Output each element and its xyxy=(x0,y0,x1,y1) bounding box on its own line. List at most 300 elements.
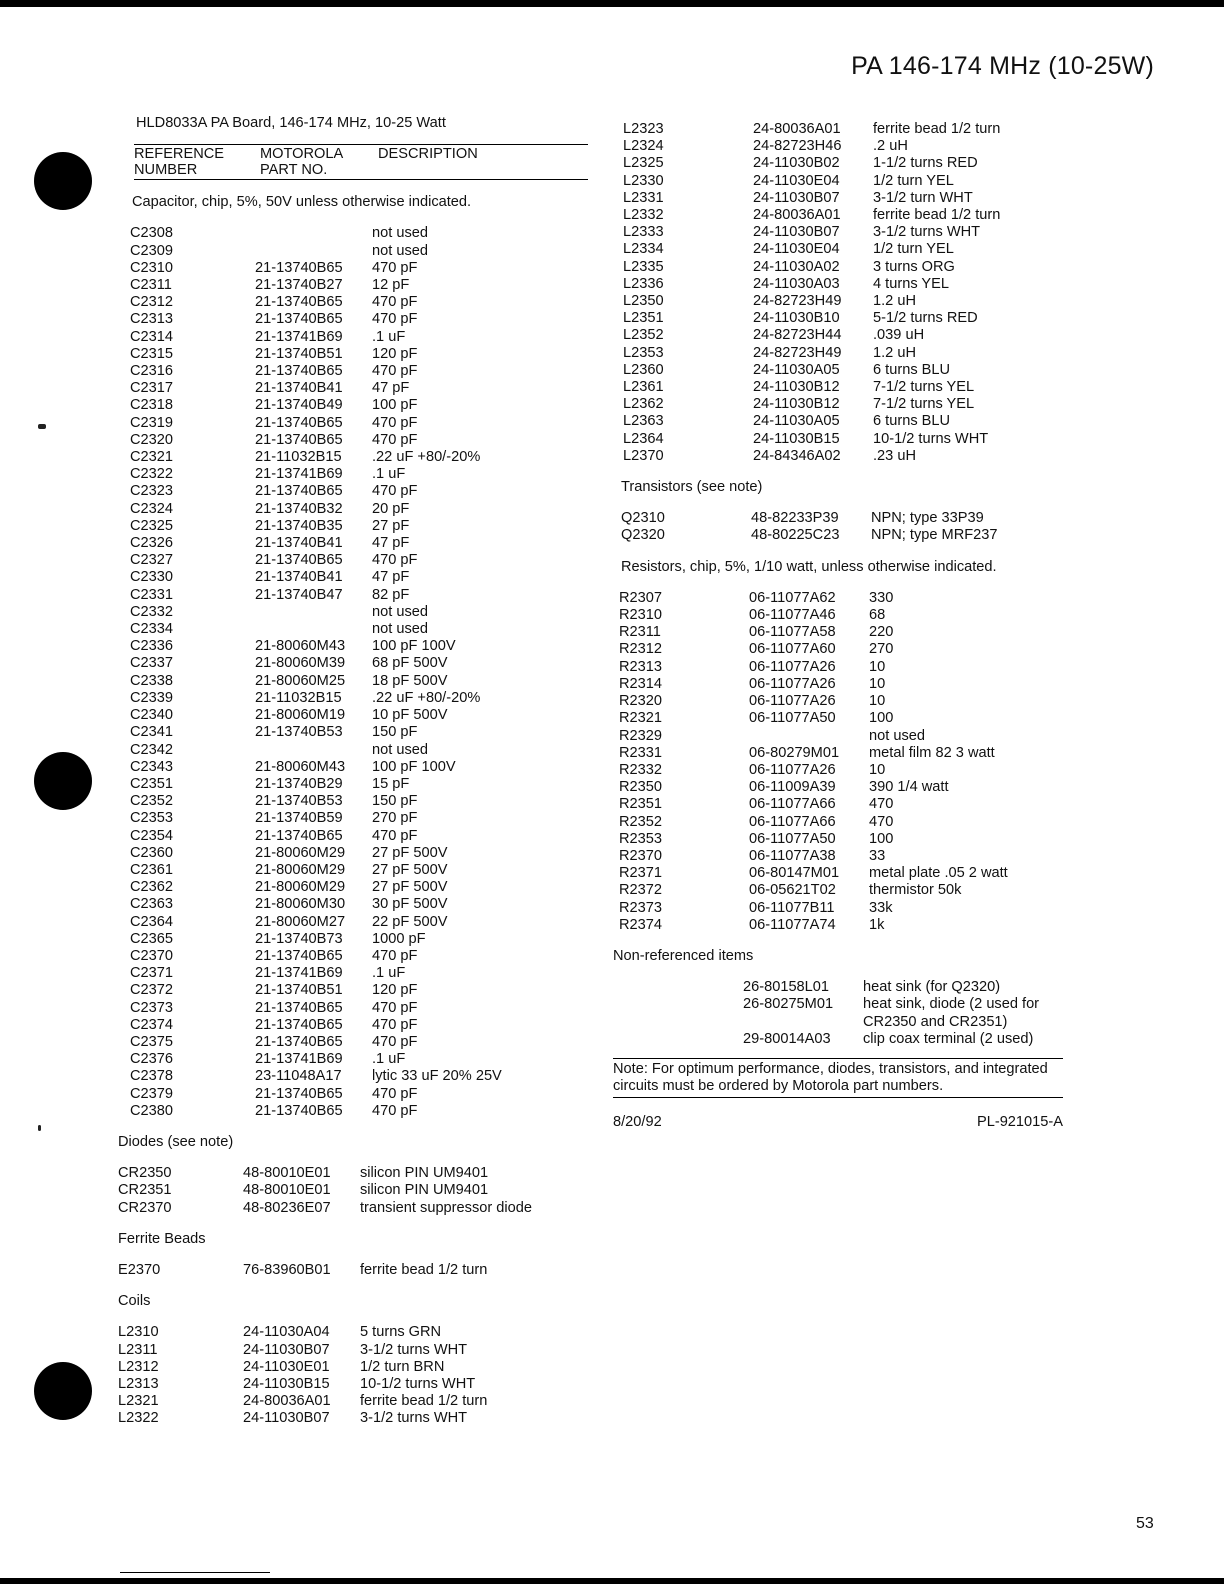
table-row xyxy=(619,762,1073,779)
reference-number: C2365 xyxy=(130,930,174,947)
part-number: 06-11077A38 xyxy=(749,847,836,864)
transistors-section-title: Transistors (see note) xyxy=(621,479,763,496)
reference-number: C2370 xyxy=(130,947,174,964)
description: 270 pF xyxy=(372,810,418,827)
part-number: 24-11030A02 xyxy=(753,258,840,275)
part-number: 24-82723H49 xyxy=(753,293,842,310)
transistors-list xyxy=(621,510,1073,544)
table-row xyxy=(118,1376,588,1393)
part-number: 24-11030B12 xyxy=(753,396,840,413)
reference-number: C2375 xyxy=(130,1033,174,1050)
part-number: 21-13740B65 xyxy=(255,999,343,1016)
description: NPN; type 33P39 xyxy=(871,510,984,527)
top-border xyxy=(0,0,1224,7)
table-row xyxy=(619,641,1073,658)
description: 390 1/4 watt xyxy=(869,779,949,796)
table-row xyxy=(130,862,588,879)
table-row xyxy=(130,1086,588,1103)
description: silicon PIN UM9401 xyxy=(360,1182,489,1199)
table-row xyxy=(619,796,1073,813)
reference-number: L2370 xyxy=(623,447,664,464)
table-row xyxy=(623,276,1073,293)
description: 470 pF xyxy=(372,552,418,569)
reference-number: R2310 xyxy=(619,607,663,624)
description: 470 pF xyxy=(372,431,418,448)
description: 1000 pF xyxy=(372,930,426,947)
table-row xyxy=(623,413,1073,430)
part-number: 21-13741B69 xyxy=(255,965,343,982)
part-number: 48-80010E01 xyxy=(243,1165,331,1182)
table-row xyxy=(130,742,588,759)
non-referenced-list xyxy=(613,979,1073,1048)
table-row xyxy=(130,707,588,724)
reference-number: L2364 xyxy=(623,430,664,447)
description: 470 pF xyxy=(372,483,418,500)
table-header xyxy=(134,144,588,180)
part-number: 06-11077A26 xyxy=(749,675,836,692)
description: 15 pF xyxy=(372,775,410,792)
description: heat sink, diode (2 used for CR2350 and CR2351) xyxy=(863,996,1040,1030)
reference-number: C2315 xyxy=(130,345,174,362)
description: 12 pF xyxy=(372,277,410,294)
reference-number: C2334 xyxy=(130,621,174,638)
part-number: 06-11077A62 xyxy=(749,589,836,606)
part-number: 21-13740B65 xyxy=(255,552,343,569)
table-row xyxy=(130,552,588,569)
description: not used xyxy=(372,741,428,758)
diodes-section-title: Diodes (see note) xyxy=(118,1133,234,1150)
description: not used xyxy=(372,603,428,620)
table-row xyxy=(623,173,1073,190)
binder-hole-bottom xyxy=(34,1362,92,1420)
reference-number xyxy=(613,996,743,1030)
description: .1 uF xyxy=(372,1051,406,1068)
part-number: 21-13740B65 xyxy=(255,947,343,964)
reference-number: C2311 xyxy=(130,277,172,294)
reference-number: C2337 xyxy=(130,655,174,672)
part-number: 21-13740B29 xyxy=(255,775,343,792)
reference-number: R2352 xyxy=(619,813,663,830)
coils-list xyxy=(118,1324,588,1427)
description: .23 uH xyxy=(873,447,916,464)
part-number: 21-13740B73 xyxy=(255,930,343,947)
description: 150 pF xyxy=(372,793,418,810)
part-number: 21-13740B65 xyxy=(255,431,343,448)
description: 4 turns YEL xyxy=(873,275,949,292)
reference-number: CR2351 xyxy=(118,1182,172,1199)
description: 100 xyxy=(869,710,894,727)
reference-number: C2319 xyxy=(130,414,174,431)
part-number: 21-13740B65 xyxy=(255,827,343,844)
table-row xyxy=(623,155,1073,172)
part-number xyxy=(255,742,372,759)
part-number: 21-13740B51 xyxy=(255,982,343,999)
description: ferrite bead 1/2 turn xyxy=(360,1393,488,1410)
table-row xyxy=(118,1359,588,1376)
table-row xyxy=(619,745,1073,762)
part-number: 24-84346A02 xyxy=(753,447,841,464)
description: 20 pF xyxy=(372,500,410,517)
table-row xyxy=(619,710,1073,727)
reference-number: CR2350 xyxy=(118,1165,172,1182)
table-row xyxy=(130,655,588,672)
reference-number: L2313 xyxy=(118,1376,159,1392)
description: 330 xyxy=(869,589,894,606)
part-number: 21-80060M43 xyxy=(255,638,346,655)
reference-number: C2353 xyxy=(130,810,174,827)
table-row xyxy=(623,431,1073,448)
description: 10-1/2 turns WHT xyxy=(873,430,989,447)
resistors-list xyxy=(619,590,1073,934)
reference-number: C2318 xyxy=(130,397,174,414)
description: 10 xyxy=(869,693,886,710)
part-number: 21-11032B15 xyxy=(255,689,342,706)
reference-number: C2312 xyxy=(130,294,174,311)
description: 7-1/2 turns YEL xyxy=(873,396,975,413)
part-number: 21-13740B65 xyxy=(255,363,343,380)
table-row xyxy=(619,659,1073,676)
table-row xyxy=(130,518,588,535)
table-row xyxy=(130,948,588,965)
ordering-note: Note: For optimum performance, diodes, transistors, and integrated circuits must be ordered by Motorola part numbers. xyxy=(613,1058,1063,1098)
table-row xyxy=(130,1000,588,1017)
table-row xyxy=(130,638,588,655)
table-row xyxy=(623,362,1073,379)
part-number: 21-13740B41 xyxy=(255,535,343,552)
reference-number: C2373 xyxy=(130,999,174,1016)
table-row xyxy=(130,449,588,466)
reference-number: C2341 xyxy=(130,724,174,741)
reference-number: R2373 xyxy=(619,899,663,916)
table-row xyxy=(118,1182,588,1199)
part-number: 24-80036A01 xyxy=(243,1393,331,1410)
part-number: 21-13741B69 xyxy=(255,466,343,483)
reference-number: C2376 xyxy=(130,1051,174,1068)
table-row xyxy=(130,277,588,294)
table-row xyxy=(623,259,1073,276)
table-row xyxy=(613,1031,1073,1048)
non-referenced-section-title: Non-referenced items xyxy=(613,947,754,964)
table-row xyxy=(118,1410,588,1427)
table-row xyxy=(619,624,1073,641)
description: .2 uH xyxy=(873,138,908,155)
description: 100 xyxy=(869,830,894,847)
table-row xyxy=(130,1051,588,1068)
description: NPN; type MRF237 xyxy=(871,527,998,544)
reference-number: C2317 xyxy=(130,380,174,397)
bottom-border xyxy=(0,1578,1224,1584)
reference-number: C2378 xyxy=(130,1068,174,1085)
part-number: 21-13740B65 xyxy=(255,311,343,328)
description: 120 pF xyxy=(372,982,418,999)
part-number: 24-80036A01 xyxy=(753,121,841,137)
part-number: 06-11009A39 xyxy=(749,779,836,796)
binder-hole-top xyxy=(34,152,92,210)
part-number: 06-11077A26 xyxy=(749,761,836,778)
diodes-list xyxy=(118,1165,588,1217)
table-row xyxy=(130,346,588,363)
table-row xyxy=(130,776,588,793)
reference-number: C2322 xyxy=(130,466,174,483)
part-number: 48-82233P39 xyxy=(751,510,839,527)
description: 3 turns ORG xyxy=(873,258,955,275)
part-number: 24-11030A04 xyxy=(243,1324,330,1341)
coils-section-title: Coils xyxy=(118,1293,151,1310)
table-row xyxy=(623,241,1073,258)
board-title: HLD8033A PA Board, 146-174 MHz, 10-25 Watt xyxy=(136,115,446,131)
description: 33 xyxy=(869,847,886,864)
part-number: 21-13740B41 xyxy=(255,380,343,397)
part-number: 26-80275M01 xyxy=(743,996,834,1013)
table-row xyxy=(130,415,588,432)
capacitors-list xyxy=(130,225,588,1120)
table-row xyxy=(118,1262,588,1279)
table-row xyxy=(623,379,1073,396)
resistors-section-title: Resistors, chip, 5%, 1/10 watt, unless otherwise indicated. xyxy=(621,558,997,575)
description: 470 pF xyxy=(372,999,418,1016)
part-number: 06-11077B11 xyxy=(749,899,835,916)
description: 27 pF xyxy=(372,517,410,534)
description: 470 pF xyxy=(372,259,418,276)
table-row xyxy=(623,293,1073,310)
reference-number: C2327 xyxy=(130,552,174,569)
description: 3-1/2 turns WHT xyxy=(360,1410,468,1427)
description: metal film 82 3 watt xyxy=(869,744,995,761)
description: 470 pF xyxy=(372,414,418,431)
part-number: 24-11030E04 xyxy=(753,241,840,258)
table-row xyxy=(623,224,1073,241)
table-row xyxy=(619,590,1073,607)
part-number: 21-13740B51 xyxy=(255,345,343,362)
description: 47 pF xyxy=(372,380,410,397)
description: 30 pF 500V xyxy=(372,896,448,913)
table-row xyxy=(619,779,1073,796)
reference-number: E2370 xyxy=(118,1261,161,1278)
part-number: 21-13740B53 xyxy=(255,724,343,741)
table-row xyxy=(623,310,1073,327)
table-row xyxy=(619,848,1073,865)
part-number: 21-80060M27 xyxy=(255,913,346,930)
header-description: DESCRIPTION xyxy=(378,146,478,163)
reference-number: R2351 xyxy=(619,796,663,813)
description: 470 pF xyxy=(372,294,418,311)
table-row xyxy=(623,448,1073,465)
scan-speck xyxy=(38,1125,41,1131)
table-row xyxy=(118,1165,588,1182)
description: 27 pF 500V xyxy=(372,879,448,896)
table-row xyxy=(130,931,588,948)
part-number: 21-13740B35 xyxy=(255,517,343,534)
table-row xyxy=(619,917,1073,934)
reference-number xyxy=(613,979,743,996)
description: 100 pF 100V xyxy=(372,758,456,775)
part-number xyxy=(749,728,869,745)
description: 1/2 turn YEL xyxy=(873,241,954,258)
table-row xyxy=(623,345,1073,362)
description: .1 uF xyxy=(372,328,406,345)
reference-number: C2314 xyxy=(130,328,174,345)
reference-number: R2370 xyxy=(619,847,663,864)
table-row xyxy=(130,690,588,707)
part-number: 21-13740B41 xyxy=(255,569,343,586)
description: not used xyxy=(869,727,925,744)
description: 33k xyxy=(869,899,893,916)
description: 10 xyxy=(869,675,886,692)
table-row xyxy=(130,329,588,346)
part-number: 24-11030E01 xyxy=(243,1358,330,1375)
part-number: 06-11077A46 xyxy=(749,607,836,624)
part-number: 48-80010E01 xyxy=(243,1182,331,1199)
reference-number: C2339 xyxy=(130,689,174,706)
description: not used xyxy=(372,242,428,259)
table-row xyxy=(118,1200,588,1217)
document-footer xyxy=(613,1114,1063,1131)
part-number: 21-13740B65 xyxy=(255,483,343,500)
reference-number xyxy=(613,1031,743,1048)
description: 470 pF xyxy=(372,311,418,328)
reference-number: R2311 xyxy=(619,624,661,641)
part-number: 29-80014A03 xyxy=(743,1030,831,1047)
table-row xyxy=(130,432,588,449)
table-row xyxy=(130,1017,588,1034)
part-number: 24-11030B12 xyxy=(753,379,840,396)
table-row xyxy=(130,1034,588,1051)
reference-number: C2321 xyxy=(130,449,174,466)
table-row xyxy=(130,380,588,397)
reference-number: L2350 xyxy=(623,293,664,310)
reference-number: C2310 xyxy=(130,259,174,276)
description: 82 pF xyxy=(372,586,410,603)
table-row xyxy=(130,1103,588,1120)
reference-number: L2336 xyxy=(623,275,664,292)
table-row xyxy=(130,673,588,690)
table-row xyxy=(130,896,588,913)
page-number: 53 xyxy=(1136,1515,1154,1532)
table-row xyxy=(619,831,1073,848)
table-row xyxy=(621,527,1073,544)
table-row xyxy=(130,466,588,483)
part-number: 21-80060M43 xyxy=(255,758,346,775)
description: 470 pF xyxy=(372,947,418,964)
part-number: 21-13740B59 xyxy=(255,810,343,827)
reference-number: L2323 xyxy=(623,121,664,137)
table-row xyxy=(130,759,588,776)
part-number xyxy=(255,604,372,621)
reference-number: R2314 xyxy=(619,675,663,692)
description: 220 xyxy=(869,624,894,641)
capacitors-section-title: Capacitor, chip, 5%, 50V unless otherwise indicated. xyxy=(132,194,472,211)
reference-number: C2351 xyxy=(130,775,174,792)
reference-number: L2361 xyxy=(623,379,664,396)
table-row xyxy=(130,1068,588,1085)
reference-number: L2332 xyxy=(623,207,664,224)
part-number: 24-80036A01 xyxy=(753,207,841,224)
table-row xyxy=(619,693,1073,710)
description: 470 pF xyxy=(372,827,418,844)
reference-number: C2379 xyxy=(130,1085,174,1102)
coils-continued-list xyxy=(623,121,1073,465)
reference-number: L2321 xyxy=(118,1393,159,1410)
bottom-rule xyxy=(120,1572,270,1573)
reference-number: R2321 xyxy=(619,710,663,727)
reference-number: C2326 xyxy=(130,535,174,552)
reference-number: R2313 xyxy=(619,658,663,675)
ferrite-beads-list xyxy=(118,1262,588,1279)
description: .22 uF +80/-20% xyxy=(372,689,481,706)
table-row xyxy=(130,828,588,845)
part-number: 21-13740B65 xyxy=(255,1085,343,1102)
table-row xyxy=(130,535,588,552)
reference-number: L2335 xyxy=(623,258,664,275)
description: .1 uF xyxy=(372,965,406,982)
description: 270 xyxy=(869,641,894,658)
reference-number: L2325 xyxy=(623,155,664,172)
reference-number: L2330 xyxy=(623,172,664,189)
description: ferrite bead 1/2 turn xyxy=(873,207,1001,224)
part-number: 21-80060M39 xyxy=(255,655,346,672)
part-number: 21-13740B32 xyxy=(255,500,343,517)
part-number: 24-11030B10 xyxy=(753,310,840,327)
reference-number: C2363 xyxy=(130,896,174,913)
reference-number: C2340 xyxy=(130,707,174,724)
parts-list-right-column xyxy=(613,121,1073,1131)
part-number: 24-82723H44 xyxy=(753,327,842,344)
part-number: 06-11077A60 xyxy=(749,641,836,658)
part-number: 21-13740B65 xyxy=(255,1016,343,1033)
reference-number: C2342 xyxy=(130,741,174,758)
description: 27 pF 500V xyxy=(372,844,448,861)
binder-hole-middle xyxy=(34,752,92,810)
table-row xyxy=(130,483,588,500)
description: 47 pF xyxy=(372,535,410,552)
reference-number: L2324 xyxy=(623,138,664,155)
description: 470 pF xyxy=(372,1085,418,1102)
part-number: 21-11032B15 xyxy=(255,449,342,466)
reference-number: C2331 xyxy=(130,586,174,603)
part-number: 21-13740B65 xyxy=(255,414,343,431)
description: 5 turns GRN xyxy=(360,1324,442,1341)
description: 7-1/2 turns YEL xyxy=(873,379,975,396)
table-row xyxy=(130,294,588,311)
description: 47 pF xyxy=(372,569,410,586)
part-number: 21-80060M19 xyxy=(255,707,346,724)
revision-date: 8/20/92 xyxy=(613,1113,662,1130)
description: 3-1/2 turns WHT xyxy=(873,224,981,241)
reference-number: C2316 xyxy=(130,363,174,380)
reference-number: R2332 xyxy=(619,761,663,778)
reference-number: L2362 xyxy=(623,396,664,413)
description: 1/2 turn BRN xyxy=(360,1358,445,1375)
description: ferrite bead 1/2 turn xyxy=(873,121,1001,137)
scan-speck xyxy=(38,424,46,429)
reference-number: C2374 xyxy=(130,1016,174,1033)
reference-number: Q2310 xyxy=(621,510,665,527)
document-id: PL-921015-A xyxy=(976,1113,1063,1130)
part-number: 24-11030B07 xyxy=(753,189,840,206)
reference-number: L2360 xyxy=(623,361,664,378)
reference-number: L2353 xyxy=(623,344,664,361)
part-number: 21-80060M25 xyxy=(255,672,346,689)
reference-number: C2313 xyxy=(130,311,174,328)
part-number: 06-11077A66 xyxy=(749,796,836,813)
description: heat sink (for Q2320) xyxy=(863,979,1001,996)
reference-number: L2351 xyxy=(623,310,664,327)
description: .22 uF +80/-20% xyxy=(372,449,481,466)
reference-number: C2308 xyxy=(130,225,174,242)
description: clip coax terminal (2 used) xyxy=(863,1030,1034,1047)
reference-number: R2350 xyxy=(619,779,663,796)
part-number xyxy=(255,225,372,242)
